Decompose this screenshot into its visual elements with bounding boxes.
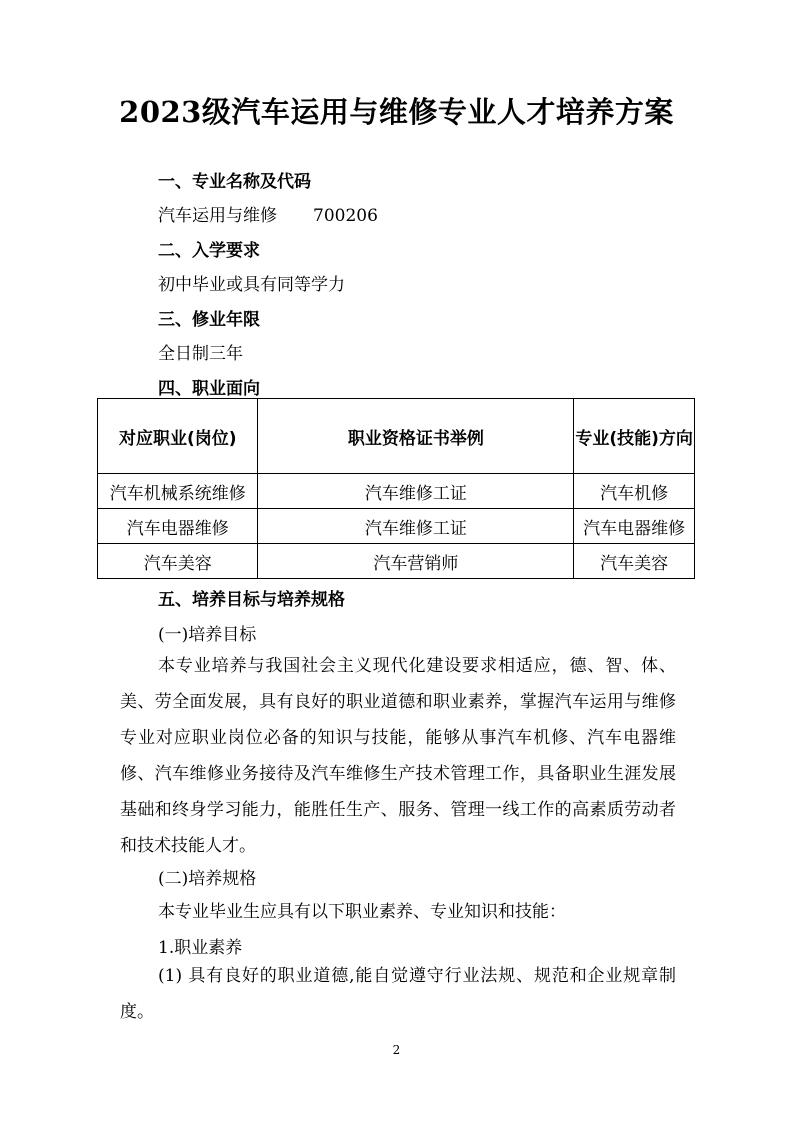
subheading-goal: (一)培养目标 <box>158 625 257 645</box>
section-4-heading: 四、职业面向 <box>158 379 260 399</box>
table-cell: 汽车维修工证 <box>258 509 574 544</box>
section-3-heading: 三、修业年限 <box>158 310 260 330</box>
table-cell: 汽车营销师 <box>258 544 574 579</box>
table-row <box>98 474 695 509</box>
table-cell: 汽车机修 <box>574 474 695 509</box>
subheading-spec: (二)培养规格 <box>158 869 257 889</box>
table-header: 对应职业(岗位) <box>98 399 258 474</box>
goal-paragraph: 本专业培养与我国社会主义现代化建设要求相适应，德、智、体、美、劳全面发展，具有良好的职业道德和职业素养，掌握汽车运用与维修专业对应职业岗位必备的知识与技能，能够从事汽车机修、汽车电器维修、汽车维修业务接待及汽车维修生产技术管理工作，具备职业生涯发展基础和终身学习能力，能胜任生产、服务、管理一线工作的高素质劳动者和技术技能人才。 <box>120 656 676 856</box>
table-row <box>98 509 695 544</box>
section-5-heading: 五、培养目标与培养规格 <box>158 590 345 610</box>
table-header-row <box>98 399 695 474</box>
admission-text: 初中毕业或具有同等学力 <box>158 275 345 295</box>
document-title: 2023级汽车运用与维修专业人才培养方案 <box>119 95 674 129</box>
section-1-heading: 一、专业名称及代码 <box>158 172 311 192</box>
table-header: 职业资格证书举例 <box>258 399 574 474</box>
section-2-heading: 二、入学要求 <box>158 241 260 261</box>
duration-text: 全日制三年 <box>158 344 243 364</box>
table-cell: 汽车电器维修 <box>574 509 695 544</box>
major-name: 汽车运用与维修 <box>158 206 277 226</box>
table-cell: 汽车美容 <box>98 544 258 579</box>
item-1-title: 1.职业素养 <box>158 938 243 958</box>
major-name-code <box>158 201 378 226</box>
table-cell: 汽车电器维修 <box>98 509 258 544</box>
table-header: 专业(技能)方向 <box>574 399 695 474</box>
table-row <box>98 544 695 579</box>
table-cell: 汽车机械系统维修 <box>98 474 258 509</box>
item-1-1: (1) 具有良好的职业道德,能自觉遵守行业法规、规范和企业规章制度。 <box>120 966 676 1022</box>
major-code: 700206 <box>313 206 378 226</box>
career-table <box>97 398 695 579</box>
page-number: 2 <box>392 1043 401 1057</box>
table-cell: 汽车维修工证 <box>258 474 574 509</box>
table-cell: 汽车美容 <box>574 544 695 579</box>
spec-intro: 本专业毕业生应具有以下职业素养、专业知识和技能： <box>158 902 566 922</box>
